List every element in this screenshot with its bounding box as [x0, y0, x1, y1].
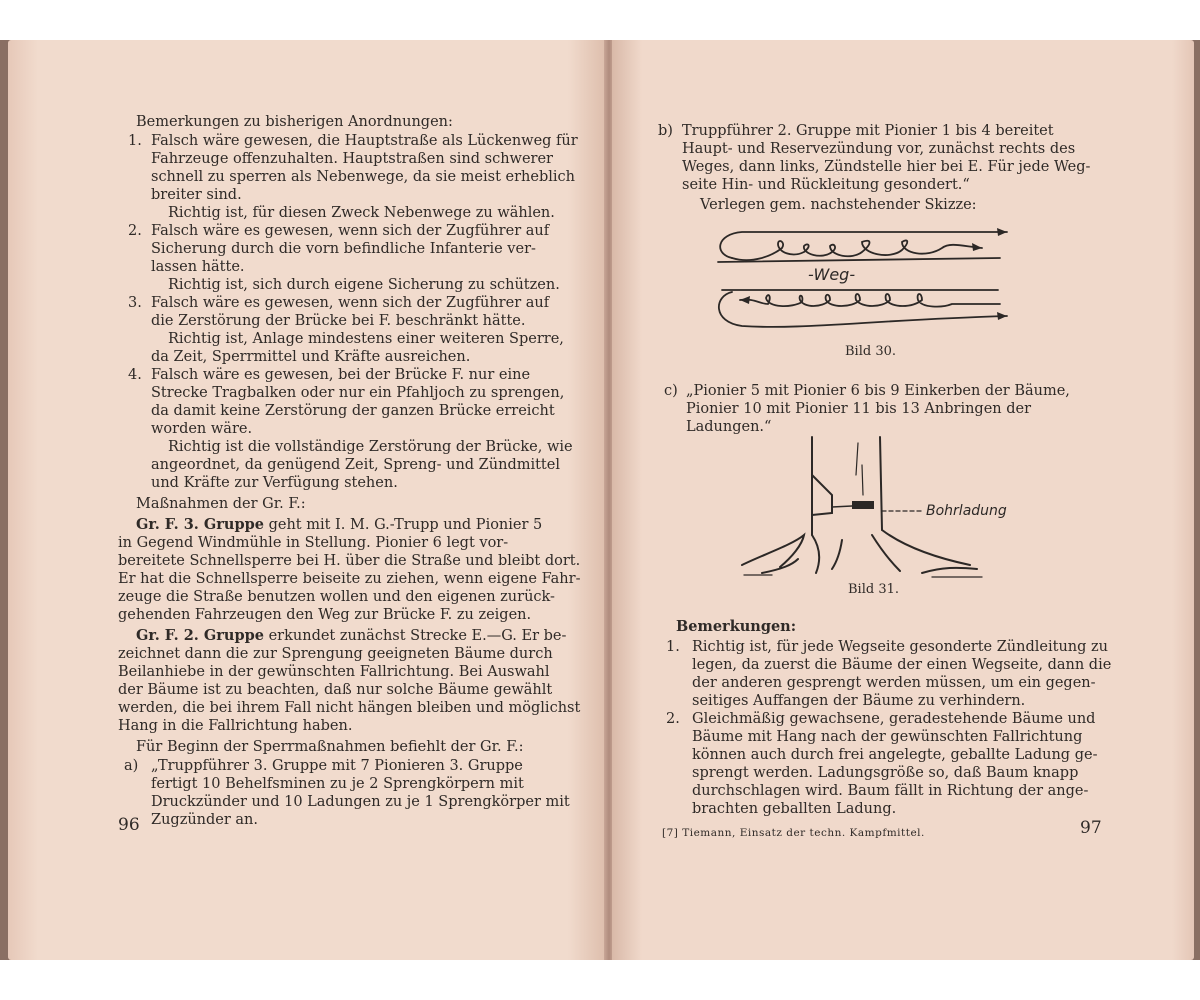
left-page	[8, 40, 608, 960]
tree-roots	[742, 530, 977, 573]
text-line: schnell zu sperren als Nebenwege, da sie meist erheblich	[151, 169, 575, 185]
list-number: b)	[658, 123, 673, 139]
text-line: Weges, dann links, Zündstelle hier bei E. Für jede Weg-	[682, 159, 1091, 175]
list-number: 4.	[128, 367, 142, 383]
text-line: fertigt 10 Behelfsminen zu je 2 Sprengkörpern mit	[151, 776, 524, 792]
text-line: die Zerstörung der Brücke bei F. beschränkt hätte.	[151, 313, 526, 329]
text-line: Beilanhiebe in der gewünschten Fallrichtung. Bei Auswahl	[118, 664, 550, 680]
text-line: Falsch wäre es gewesen, bei der Brücke F. nur eine	[151, 367, 531, 383]
group-lead: Gr. F. 3. Gruppe	[136, 516, 264, 533]
text-line: Truppführer 2. Gruppe mit Pionier 1 bis 4 bereitet	[682, 123, 1054, 139]
list-number: 1.	[128, 133, 142, 149]
text-line: Bäume mit Hang nach der gewünschten Fallrichtung	[692, 729, 1083, 745]
remarks-heading: Bemerkungen zu bisherigen Anordnungen:	[136, 114, 453, 130]
text-line: seite Hin- und Rückleitung gesondert.“	[682, 177, 970, 193]
text-line: „Pionier 5 mit Pionier 6 bis 9 Einkerben der Bäume,	[686, 383, 1070, 399]
text-line: geht mit I. M. G.-Trupp und Pionier 5	[263, 517, 543, 533]
figure-caption: Bild 31.	[848, 582, 899, 597]
text-line: seitiges Auffangen der Bäume zu verhindern.	[692, 693, 1026, 709]
text-line: erkundet zunächst Strecke E.—G. Er be-	[263, 628, 567, 644]
text-line: Fahrzeuge offenzuhalten. Hauptstraßen sind schwerer	[151, 151, 553, 167]
text-line: und Kräfte zur Verfügung stehen.	[151, 475, 398, 491]
text-line: Haupt- und Reservezündung vor, zunächst rechts des	[682, 141, 1076, 157]
measures-heading: Maßnahmen der Gr. F.:	[136, 496, 306, 512]
text-line: in Gegend Windmühle in Stellung. Pionier 6 legt vor-	[118, 535, 509, 551]
text-line: lassen hätte.	[151, 259, 245, 275]
text-line: da damit keine Zerstörung der ganzen Brücke erreicht	[151, 403, 555, 419]
arrow-head	[740, 296, 750, 304]
text-line: Richtig ist die vollständige Zerstörung der Brücke, wie	[168, 439, 573, 455]
text-line: Falsch wäre gewesen, die Hauptstraße als Lückenweg für	[151, 133, 578, 149]
wire-right-lower	[719, 292, 1007, 327]
road-label: -Weg-	[808, 265, 856, 284]
text-line: brachten geballten Ladung.	[692, 801, 897, 817]
list-number: a)	[124, 758, 139, 774]
text-line: durchschlagen wird. Baum fällt in Richtung der ange-	[692, 783, 1089, 799]
text-line: „Truppführer 3. Gruppe mit 7 Pionieren 3. Gruppe	[151, 758, 523, 774]
list-number: 3.	[128, 295, 142, 311]
text-line: gehenden Fahrzeugen den Weg zur Brücke F. zu zeigen.	[118, 607, 532, 623]
remarks-heading: Bemerkungen:	[676, 618, 797, 635]
text-line: bereitete Schnellsperre bei H. über die Straße und bleibt dort.	[118, 553, 581, 569]
open-book	[0, 40, 1200, 960]
text-line: werden, die bei ihrem Fall nicht hängen bleiben und möglichst	[118, 700, 581, 716]
text-line: Verlegen gem. nachstehender Skizze:	[700, 197, 977, 213]
text-line: Richtig ist, für diesen Zweck Nebenwege zu wählen.	[168, 205, 555, 221]
loop-wire-upper	[732, 240, 982, 260]
text-line: Zugzünder an.	[151, 812, 259, 828]
page-number: 97	[1080, 818, 1102, 838]
paragraph-line	[136, 627, 566, 645]
text-line: Gleichmäßig gewachsene, geradestehende Bäume und	[692, 711, 1096, 727]
text-line: Ladungen.“	[686, 419, 772, 435]
right-page	[612, 40, 1194, 960]
loop-wire-lower	[740, 294, 1000, 307]
text-line: Druckzünder und 10 Ladungen zu je 1 Sprengkörper mit	[151, 794, 570, 810]
ground-line	[744, 575, 982, 577]
text-line: Richtig ist, Anlage mindestens einer weiteren Sperre,	[168, 331, 564, 347]
page-footer: [7] Tiemann, Einsatz der techn. Kampfmittel.	[662, 827, 925, 839]
text-line: der Bäume ist zu beachten, daß nur solche Bäume gewählt	[118, 682, 553, 698]
tree-trunk-right	[880, 437, 882, 530]
text-line: Richtig ist, für jede Wegseite gesonderte Zündleitung zu	[692, 639, 1108, 655]
charge-label: Bohrladung	[926, 503, 1007, 519]
list-number: c)	[664, 383, 678, 399]
bark-line	[862, 465, 863, 495]
figure-caption: Bild 30.	[845, 344, 896, 359]
text-line: können auch durch frei angelegte, geballte Ladung ge-	[692, 747, 1098, 763]
text-line: Hang in die Fallrichtung haben.	[118, 718, 353, 734]
arrow-head	[997, 228, 1007, 236]
text-line: legen, da zuerst die Bäume der einen Wegseite, dann die	[692, 657, 1112, 673]
paragraph-line	[136, 516, 542, 534]
text-line: Falsch wäre es gewesen, wenn sich der Zugführer auf	[151, 223, 550, 239]
text-line: zeuge die Straße benutzen wollen und den eigenen zurück-	[118, 589, 555, 605]
text-line: Falsch wäre es gewesen, wenn sich der Zugführer auf	[151, 295, 550, 311]
text-line: sprengt werden. Ladungsgröße so, daß Baum knapp	[692, 765, 1079, 781]
text-line: Sicherung durch die vorn befindliche Infanterie ver-	[151, 241, 536, 257]
text-line: angeordnet, da genügend Zeit, Spreng- und Zündmittel	[151, 457, 560, 473]
page-number: 96	[118, 815, 140, 835]
ignition-wiring-sketch	[712, 212, 1012, 337]
text-line: der anderen gesprengt werden müssen, um ein gegen-	[692, 675, 1096, 691]
notch-cut	[812, 475, 832, 515]
text-line: Pionier 10 mit Pionier 11 bis 13 Anbringen der	[686, 401, 1032, 417]
text-line: breiter sind.	[151, 187, 242, 203]
text-line: Er hat die Schnellsperre beiseite zu ziehen, wenn eigene Fahr-	[118, 571, 581, 587]
charge-block	[852, 501, 874, 509]
text-line: da Zeit, Sperrmittel und Kräfte ausreichen.	[151, 349, 471, 365]
list-number: 1.	[666, 639, 680, 655]
text-line: zeichnet dann die zur Sprengung geeigneten Bäume durch	[118, 646, 553, 662]
arrow-head	[997, 312, 1007, 320]
text-line: worden wäre.	[151, 421, 253, 437]
text-line: Richtig ist, sich durch eigene Sicherung zu schützen.	[168, 277, 560, 293]
text-line: Strecke Tragbalken oder nur ein Pfahljoch zu sprengen,	[151, 385, 565, 401]
text-line: Für Beginn der Sperrmaßnahmen befiehlt der Gr. F.:	[136, 739, 524, 755]
bark-line	[856, 443, 858, 475]
group-lead: Gr. F. 2. Gruppe	[136, 627, 264, 644]
list-number: 2.	[666, 711, 680, 727]
list-number: 2.	[128, 223, 142, 239]
tree-charge-sketch	[732, 435, 1032, 585]
